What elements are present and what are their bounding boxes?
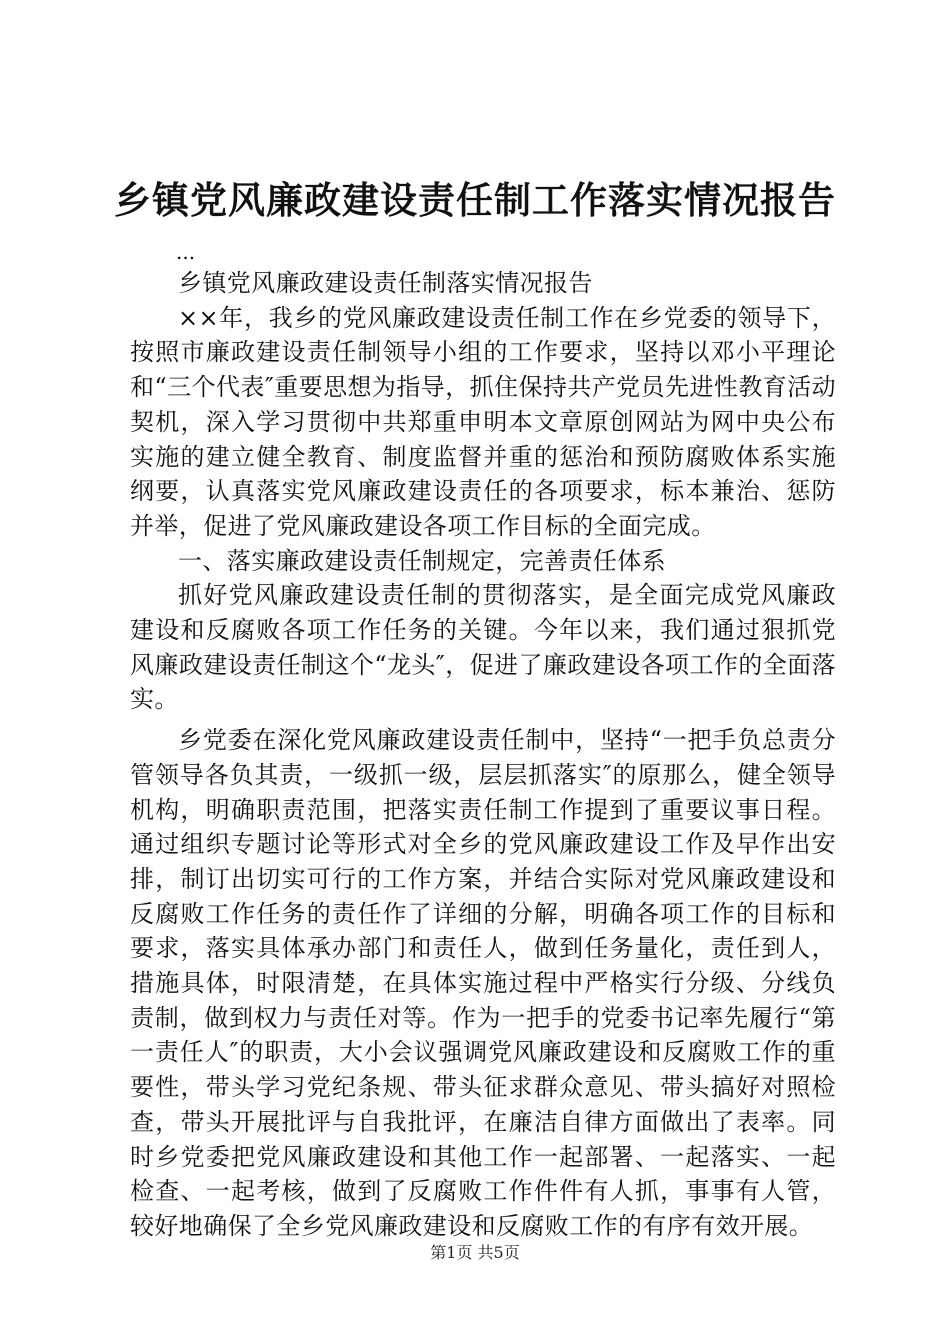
- page-number-footer: 第1页 共5页: [430, 1243, 520, 1262]
- paragraph-section-summary: 抓好党风廉政建设责任制的贯彻落实，是全面完成党风廉政建设和反腐败各项工作任务的关键。今年以来，我们通过狠抓党风廉政建设责任制这个“龙头″，促进了廉政建设各项工作的全面落实。: [130, 581, 836, 714]
- document-title: 乡镇党风廉政建设责任制工作落实情况报告: [114, 178, 836, 222]
- paragraph-section-heading: 一、落实廉政建设责任制规定，完善责任体系: [178, 546, 666, 575]
- paragraph-subtitle: 乡镇党风廉政建设责任制落实情况报告: [178, 269, 593, 297]
- paragraph-intro: ××年，我乡的党风廉政建设责任制工作在乡党委的领导下，按照市廉政建设责任制领导小组的工作要求，坚持以邓小平理论和“三个代表″重要思想为指导，抓住保持共产党员先进性教育活动契机，深入学习贯彻中共郑重申明本文章原创网站为网中央公布实施的建立健全教育、制度监督并重的惩治和预防腐败体系实施纲要，认真落实党风廉政建设责任的各项要求，标本兼治、惩防并举，促进了党风廉政建设各项工作目标的全面完成。: [130, 303, 836, 540]
- paragraph-section-detail: 乡党委在深化党风廉政建设责任制中，坚持“一把手负总责分管领导各负其责，一级抓一级，层层抓落实″的原那么，健全领导机构，明确职责范围，把落实责任制工作提到了重要议事日程。通过组织专题讨论等形式对全乡的党风廉政建设工作及早作出安排，制订出切实可行的工作方案，并结合实际对党风廉政建设和反腐败工作任务的责任作了详细的分解，明确各项工作的目标和要求，落实具体承办部门和责任人，做到任务量化，责任到人，措施具体，时限清楚，在具体实施过程中严格实行分级、分线负责制，做到权力与责任对等。作为一把手的党委书记率先履行“第一责任人″的职责，大小会议强调党风廉政建设和反腐败工作的重要性，带头学习党纪条规、带头征求群众意见、带头搞好对照检查，带头开展批评与自我批评，在廉洁自律方面做出了表率。同时乡党委把党风廉政建设和其他工作一起部署、一起落实、一起检查、一起考核，做到了反腐败工作件件有人抓，事事有人管，较好地确保了全乡党风廉政建设和反腐败工作的有序有效开展。: [130, 726, 836, 1240]
- ellipsis-mark: ...: [176, 240, 196, 264]
- document-body: [130, 240, 836, 1244]
